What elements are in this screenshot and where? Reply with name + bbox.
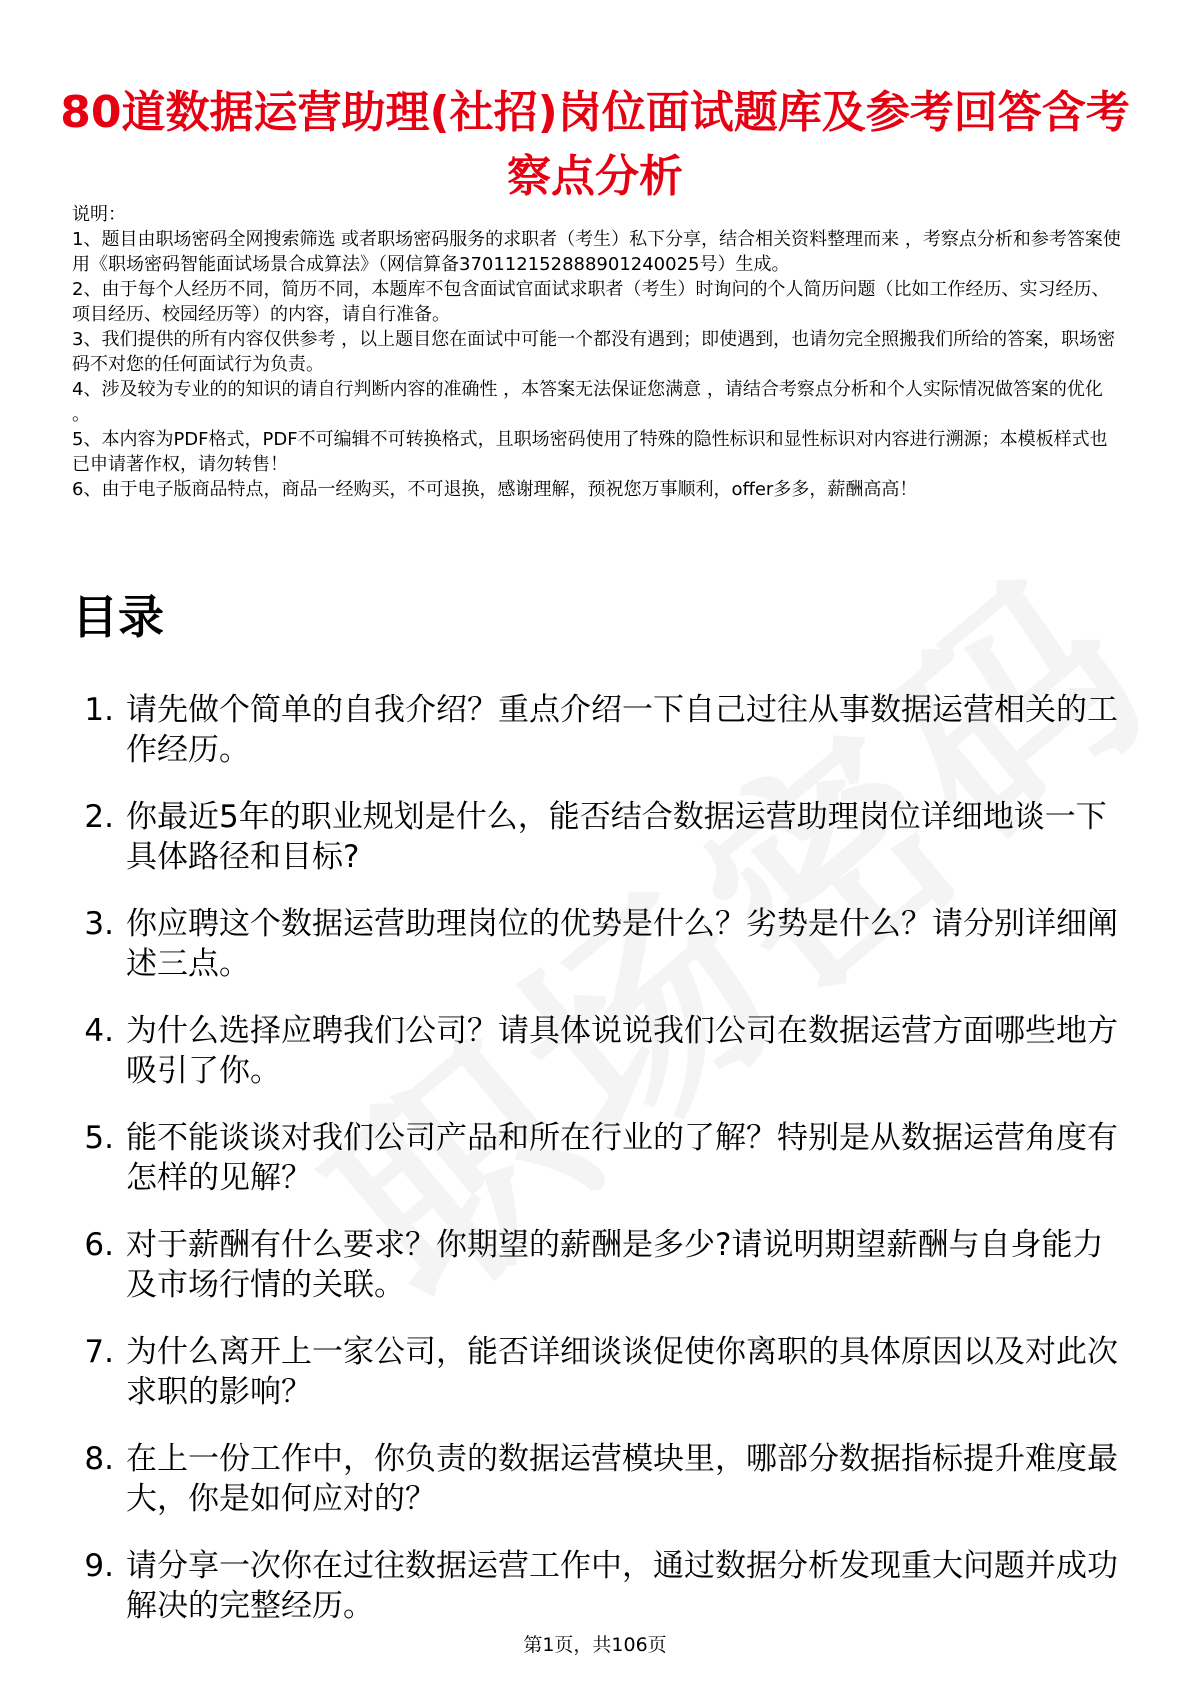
question-text: 对于薪酬有什么要求？你期望的薪酬是多少?请说明期望薪酬与自身能力及市场行情的关联。: [126, 1227, 1104, 1303]
question-number: 9.: [84, 1548, 114, 1584]
question-number: 2.: [84, 799, 114, 835]
question-item: [72, 1546, 1132, 1626]
note-item: 5、本内容为PDF格式，PDF不可编辑不可转换格式，且职场密码使用了特殊的隐性标识和显性标识对内容进行溯源；本模板样式也已申请著作权，请勿转售！: [72, 429, 1108, 475]
question-number: 6.: [84, 1227, 114, 1263]
note-item: 4、涉及较为专业的的知识的请自行判断内容的准确性 ，本答案无法保证您满意 ，请结合考察点分析和个人实际情况做答案的优化 。: [72, 379, 1103, 425]
note-item: 3、我们提供的所有内容仅供参考 ，以上题目您在面试中可能一个都没有遇到；即使遇到，也请勿完全照搬我们所给的答案，职场密码不对您的任何面试行为负责。: [72, 329, 1116, 375]
note-item: 2、由于每个人经历不同，简历不同，本题库不包含面试官面试求职者（考生）时询问的个人简历问题（比如工作经历、实习经历、项目经历、校园经历等）的内容，请自行准备。: [72, 279, 1110, 325]
question-item: [72, 690, 1132, 770]
question-number: 3.: [84, 906, 114, 942]
note-item: 6、由于电子版商品特点，商品一经购买，不可退换，感谢理解，预祝您万事顺利，offer多多，薪酬高高！: [72, 479, 918, 500]
question-item: [72, 904, 1132, 984]
question-text: 请分享一次你在过往数据运营工作中，通过数据分析发现重大问题并成功解决的完整经历。: [126, 1548, 1118, 1624]
question-item: [72, 1118, 1132, 1198]
question-text: 你最近5年的职业规划是什么，能否结合数据运营助理岗位详细地谈一下具体路径和目标?: [126, 799, 1107, 875]
question-number: 4.: [84, 1013, 114, 1049]
question-text: 为什么离开上一家公司，能否详细谈谈促使你离职的具体原因以及对此次求职的影响？: [126, 1334, 1118, 1410]
page-footer: 第1页，共106页: [523, 1634, 667, 1656]
question-text: 请先做个简单的自我介绍？重点介绍一下自己过往从事数据运营相关的工作经历。: [126, 692, 1118, 768]
question-number: 8.: [84, 1441, 114, 1477]
question-item: [72, 1439, 1132, 1519]
toc-heading: 目录: [72, 590, 164, 644]
question-number: 5.: [84, 1120, 114, 1156]
question-text: 能不能谈谈对我们公司产品和所在行业的了解？特别是从数据运营角度有怎样的见解？: [126, 1120, 1118, 1196]
notes-section: [72, 202, 1122, 502]
question-text: 你应聘这个数据运营助理岗位的优势是什么？劣势是什么？请分别详细阐述三点。: [126, 906, 1118, 982]
note-item: 1、题目由职场密码全网搜索筛选 或者职场密码服务的求职者（考生）私下分享，结合相关资料整理而来 ，考察点分析和参考答案使用《职场密码智能面试场景合成算法》（网信算备370112152888901240025号）生成。: [72, 229, 1121, 275]
document-title: 80道数据运营助理(社招)岗位面试题库及参考回答含考察点分析: [60, 87, 1130, 203]
question-item: [72, 1332, 1132, 1412]
question-item: [72, 1225, 1132, 1305]
question-text: 为什么选择应聘我们公司？请具体说说我们公司在数据运营方面哪些地方吸引了你。: [126, 1013, 1118, 1089]
question-number: 1.: [84, 692, 114, 728]
question-item: [72, 797, 1132, 877]
question-item: [72, 1011, 1132, 1091]
question-text: 在上一份工作中，你负责的数据运营模块里，哪部分数据指标提升难度最大，你是如何应对的？: [126, 1441, 1118, 1517]
question-list: [72, 690, 1132, 1653]
question-number: 7.: [84, 1334, 114, 1370]
notes-heading: 说明：: [72, 204, 126, 225]
